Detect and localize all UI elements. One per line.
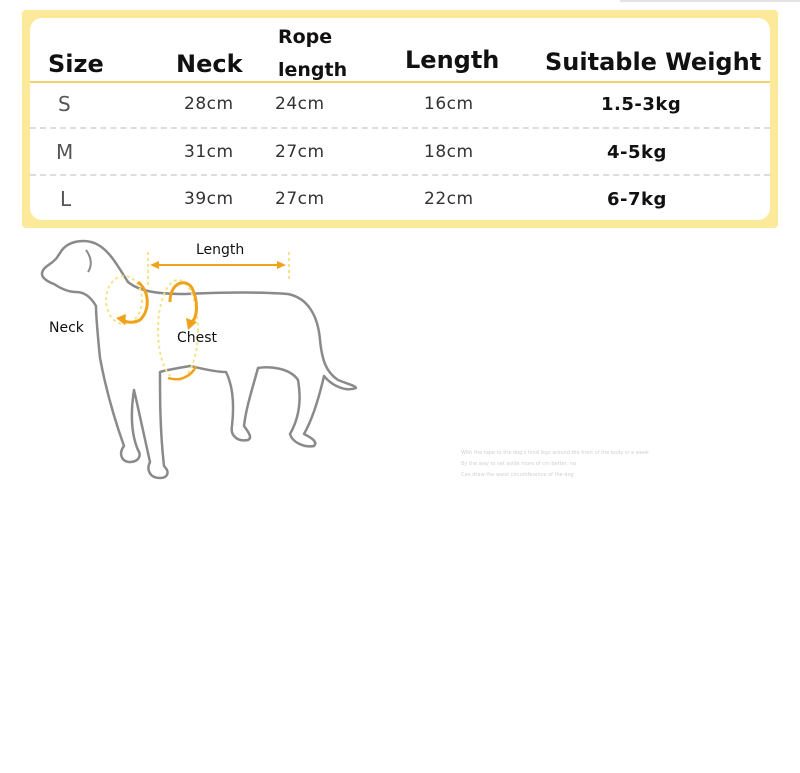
- dog-outline: [42, 241, 356, 478]
- table-row: [30, 181, 770, 221]
- chest-arrow: [170, 283, 197, 322]
- measurement-instructions: [461, 448, 721, 481]
- dog-outline-graphic: [0, 230, 400, 500]
- caption-line: By the way to set aside more of cm better, no: [461, 461, 577, 467]
- cell-length: 16cm: [424, 94, 474, 114]
- header-rope-line1: Rope: [278, 26, 333, 48]
- cell-suitable-weight: 1.5-3kg: [601, 94, 682, 115]
- header-size: Size: [48, 50, 104, 78]
- cell-size: L: [60, 187, 72, 211]
- cell-length: 18cm: [424, 142, 474, 162]
- length-label: Length: [196, 242, 245, 258]
- cell-neck: 31cm: [184, 142, 234, 162]
- header-neck: Neck: [176, 50, 243, 78]
- header-rule: [30, 81, 770, 83]
- header-rope-line2: length: [278, 59, 348, 81]
- length-arrow-head-left: [150, 261, 159, 269]
- cell-rope-length: 24cm: [275, 94, 325, 114]
- cell-suitable-weight: 6-7kg: [607, 189, 667, 210]
- cell-size: S: [58, 92, 72, 116]
- cell-neck: 28cm: [184, 94, 234, 114]
- size-chart-table: [22, 10, 778, 228]
- cell-rope-length: 27cm: [275, 142, 325, 162]
- table-row: [30, 134, 770, 174]
- top-hairline: [620, 0, 800, 2]
- row-divider: [30, 174, 770, 176]
- neck-label: Neck: [49, 320, 84, 336]
- row-divider: [30, 127, 770, 129]
- chest-label: Chest: [177, 330, 218, 346]
- table-header-row: [30, 18, 770, 82]
- cell-suitable-weight: 4-5kg: [607, 142, 667, 163]
- header-length: Length: [405, 46, 500, 74]
- size-chart-body: [30, 18, 770, 220]
- cell-neck: 39cm: [184, 189, 234, 209]
- table-row: [30, 86, 770, 126]
- dog-ear: [86, 250, 91, 272]
- header-suitable-weight: Suitable Weight: [545, 48, 762, 76]
- cell-size: M: [56, 140, 74, 164]
- caption-line: With the tape to the dog's hind legs around the front of the body in a week: [461, 450, 649, 456]
- caption-line: Can draw the waist circumference of the dog: [461, 472, 574, 478]
- length-arrow-head-right: [277, 261, 286, 269]
- cell-rope-length: 27cm: [275, 189, 325, 209]
- cell-length: 22cm: [424, 189, 474, 209]
- dog-measurement-diagram: [0, 230, 400, 500]
